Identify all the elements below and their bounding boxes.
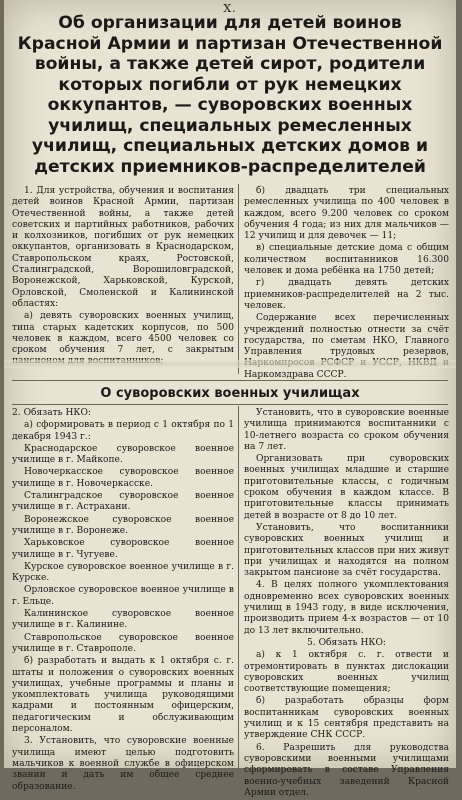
intro-column-right <box>244 186 449 382</box>
paragraph: 4. В целях полного укомплектования одновременно всех суворовских военных училищ в 1943 году, в виде исключения, производить прием 4-х возрастов — от 10 до 13 лет включительно. <box>244 580 449 636</box>
paragraph: 1. Для устройства, обучения и воспитания детей воинов Красной Армии, партизан Отечественной войны, а также детей советских и партийных работников, рабочих и колхозников, погибших от рук немецких оккупантов, организовать в Краснодарском, Ставропольском краях, Ростовской, Сталинградской, Ворошиловградской, Воронежской, Харьковской, Курской, Орловской, Смоленской и Калининской областях: <box>12 186 234 309</box>
paragraph: б) разработать образцы форм воспитанникам суворовских военных училищ и к 15 сентября представить на утверждение СНК СССР. <box>244 696 449 741</box>
section-heading: О суворовских военных училищах <box>100 386 360 401</box>
paragraph: а) сформировать в период с 1 октября по 1 декабря 1943 г.: <box>12 420 234 442</box>
section-rule <box>12 380 448 381</box>
paragraph: 5. Обязать НКО: <box>307 637 386 648</box>
paragraph: Воронежское суворовское военное училище в г. Воронеже. <box>12 514 234 536</box>
paragraph: Установить, что воспитанники суворовских военных училищ и приготовительных классов при них живут при училищах и находятся на полном закрытом пансионе за счёт государства. <box>244 522 449 579</box>
paragraph: Краснодарское суворовское военное училище в г. Майкопе. <box>12 443 234 466</box>
paragraph: б) двадцать три специальных ремесленных училища по 400 человек в каждом, всего 9.200 человек со сроком обучения 4 года; из них для мальчиков — 12 училищ и для девочек — 11; <box>244 186 449 242</box>
paragraph: г) двадцать девять детских приемников-распределителей на 2 тыс. человек. <box>244 278 449 311</box>
paragraph: в) специальные детские дома с общим количеством воспитанников 16.300 человек и дома ребёнка на 1750 детей; <box>244 243 449 277</box>
paragraph: Содержание всех перечисленных учреждений полностью отнести за счёт государства, по сметам НКО, Главного Управления трудовых резервов, Наркомздрава СССР. <box>244 313 449 380</box>
paragraph: а) к 1 октября с. г. отвести и отремонтировать в пунктах дислокации суворовских военных училищ соответствующие помещения; <box>244 650 449 695</box>
paragraph: Сталинградское суворовское военное училище в г. Астрахани. <box>12 491 234 513</box>
paragraph: Новочеркасское суворовское военное училище в г. Новочеркасске. <box>12 467 234 489</box>
paragraph: Установить, что в суворовские военные училища принимаются воспитанники с 10-летнего возраста со сроком обучения на 7 лет. <box>244 408 449 452</box>
decree-title: Об организации для детей воинов Красной Армии и партизан Отечественной войны, а также детей сирот, родители которых погибли от рук немецких оккупантов, — суворовских военных училищ, специальных ремесленных училищ, специальных детских домов и детских приемников-распределителей <box>17 13 443 177</box>
paragraph: Калининское суворовское военное училище в г. Калинине. <box>12 609 234 631</box>
column-divider <box>238 184 239 374</box>
section-column-right <box>244 408 449 800</box>
paragraph: а) девять суворовских военных училищ, типа старых кадетских корпусов, по 500 человек в каждом, всего 4500 человек со сроком обучения 7 лет, с закрытым <box>12 311 234 356</box>
paragraph: Курское суворовское военное училище в г. Курске. <box>12 561 234 584</box>
paper-fold <box>4 360 456 368</box>
column-divider <box>238 406 239 768</box>
section-rule <box>12 404 448 405</box>
intro-column-left <box>12 186 234 369</box>
paragraph: 3. Установить, что суворовские военные училища имеют целью подготовить мальчиков к военной службе в офицерском звании и дать им общее среднее образование. <box>12 736 234 792</box>
paragraph: б) разработать и выдать к 1 октября с. г. штаты и положения о суворовских военных училищах, учебные программы и планы и укомплектовать училища руководящими кадрами и постоянным офицерским, педагогическим и обслуживающим персоналом. <box>12 656 234 735</box>
paragraph: Ставропольское суворовское военное училище в г. Ставрополе. <box>12 632 234 654</box>
paragraph: 6. Разрешить для руководства суворовскими военными училищами сформировать в составе Управления военно-учебных заведений Красной Армии отдел. <box>244 742 449 798</box>
paragraph: Организовать при суворовских военных училищах младшие и старшие приготовительные классы, с годичным сроком обучения в каждом классе. В приготовительные классы принимать детей в возрасте от 8 до 10 лет. <box>244 454 449 521</box>
page-number: X. <box>223 2 237 15</box>
newspaper-page <box>4 0 456 798</box>
paragraph: Харьковское суворовское военное училище в г. Чугуеве. <box>12 538 234 560</box>
paragraph: Орловское суворовское военное училище в г. Ельце. <box>12 585 234 607</box>
section-column-left <box>12 408 234 794</box>
paragraph: 2. Обязать НКО: <box>12 408 91 418</box>
